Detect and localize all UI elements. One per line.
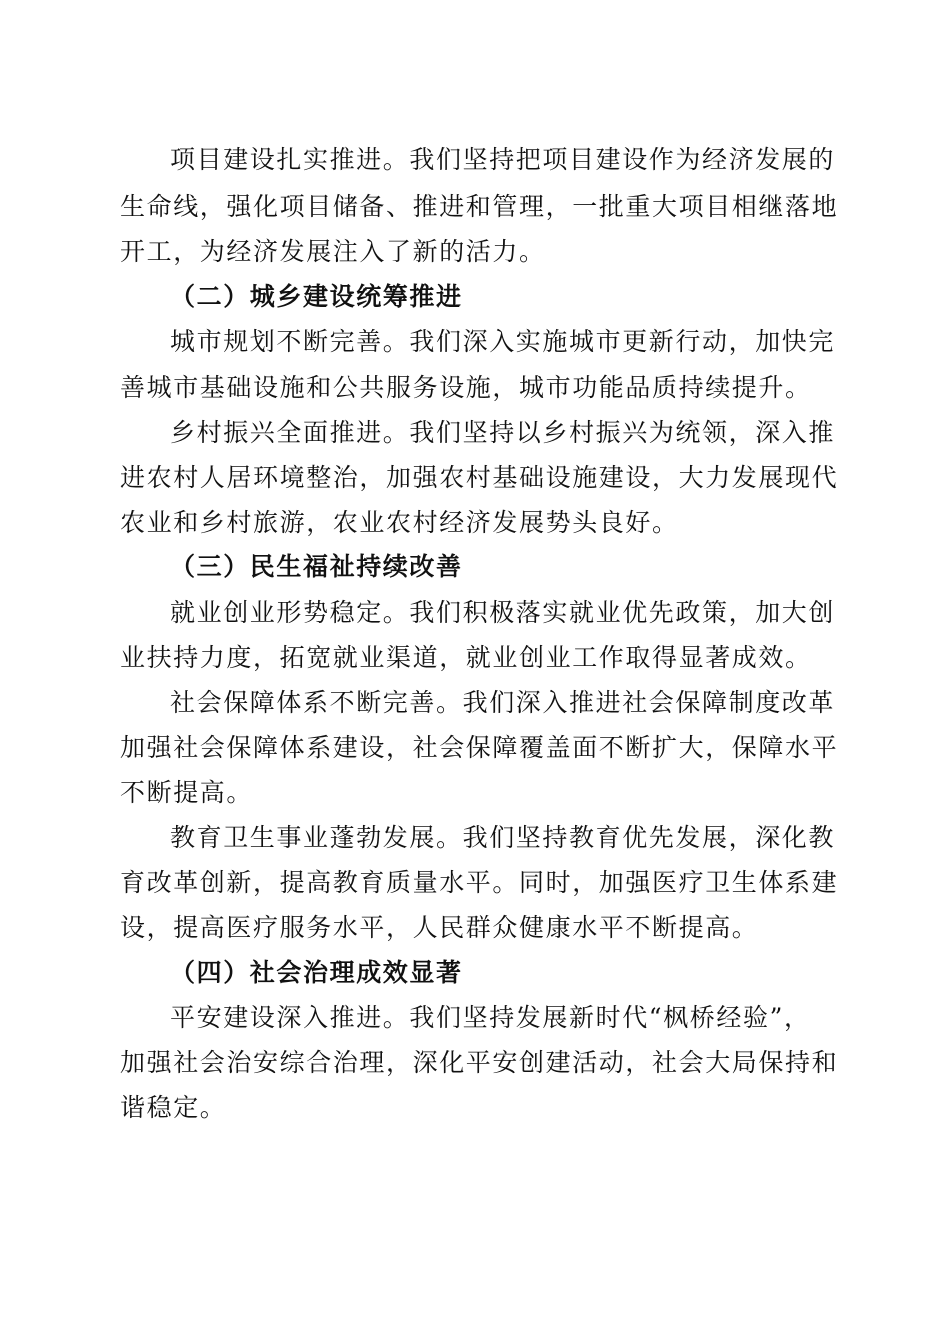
paragraph-line: 农业和乡村旅游，农业农村经济发展势头良好。 (120, 508, 679, 537)
paragraph-line: 设，提高医疗服务水平，人民群众健康水平不断提高。 (120, 913, 759, 942)
paragraph-line: 善城市基础设施和公共服务设施，城市功能品质持续提升。 (120, 373, 812, 402)
paragraph-line: 生命线，强化项目储备、推进和管理，一批重大项目相继落地 (120, 192, 839, 221)
paragraph-line: 教育卫生事业蓬勃发展。我们坚持教育优先发展，深化教 (170, 823, 836, 852)
paragraph-line: 社会保障体系不断完善。我们深入推进社会保障制度改革 (170, 688, 836, 717)
paragraph-line: 乡村振兴全面推进。我们坚持以乡村振兴为统领，深入推 (170, 418, 836, 447)
paragraph-line: 加强社会治安综合治理，深化平安创建活动，社会大局保持和 (120, 1048, 839, 1077)
paragraph-line: 业扶持力度，拓宽就业渠道，就业创业工作取得显著成效。 (120, 643, 812, 672)
paragraph-line: 谐稳定。 (120, 1093, 227, 1122)
paragraph-line: 项目建设扎实推进。我们坚持把项目建设作为经济发展的 (170, 145, 836, 174)
paragraph-line: 平安建设深入推进。我们坚持发展新时代“枫桥经验”， (170, 1003, 811, 1032)
section-heading: （四）社会治理成效显著 (170, 958, 463, 987)
section-heading: （二）城乡建设统筹推进 (170, 282, 463, 311)
paragraph-line: 加强社会保障体系建设，社会保障覆盖面不断扩大，保障水平 (120, 733, 839, 762)
paragraph-line: 开工，为经济发展注入了新的活力。 (120, 237, 546, 266)
paragraph-line: 就业创业形势稳定。我们积极落实就业优先政策，加大创 (170, 598, 836, 627)
paragraph-line: 进农村人居环境整治，加强农村基础设施建设，大力发展现代 (120, 463, 839, 492)
paragraph-line: 不断提高。 (120, 778, 254, 807)
section-heading: （三）民生福祉持续改善 (170, 552, 463, 581)
paragraph-line: 城市规划不断完善。我们深入实施城市更新行动，加快完 (170, 327, 836, 356)
paragraph-line: 育改革创新，提高教育质量水平。同时，加强医疗卫生体系建 (120, 868, 839, 897)
